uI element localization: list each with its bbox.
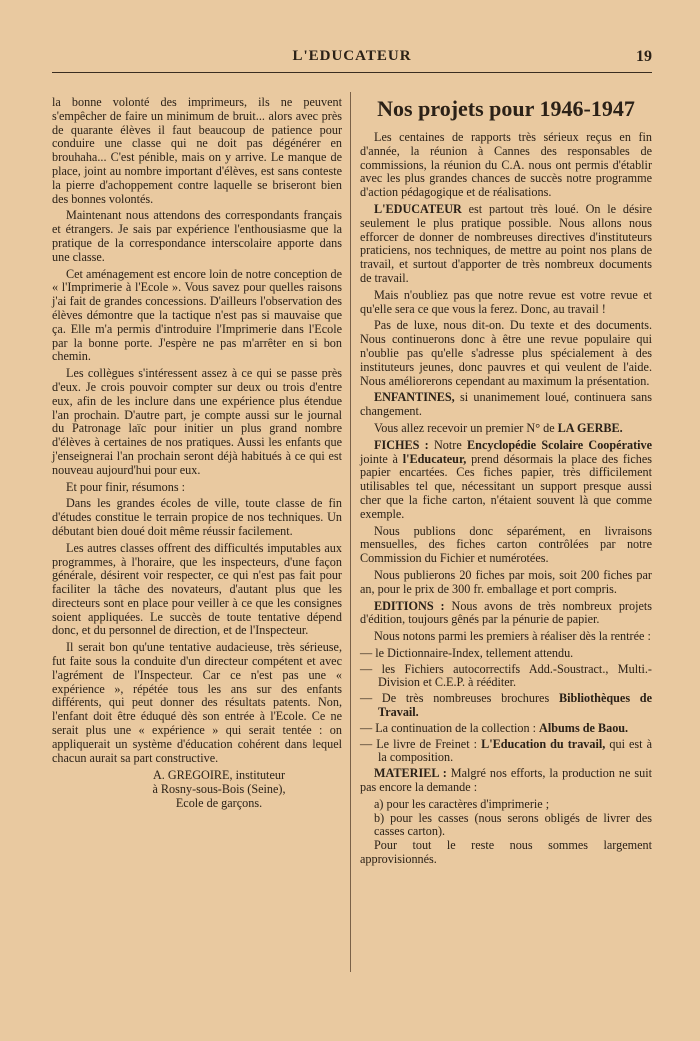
- signature-place: à Rosny-sous-Bois (Seine),: [152, 782, 286, 797]
- bold-term: Albums de Baou.: [539, 720, 629, 735]
- page-header: [52, 48, 652, 73]
- bold-term: LA GERBE.: [557, 420, 623, 435]
- list-item: — Le livre de Freinet : L'Education du travail, qui est à la composition.: [360, 736, 652, 765]
- signature-name: A. GREGOIRE, instituteur: [152, 768, 286, 783]
- paragraph: Les centaines de rapports très sérieux reçus en fin d'année, la réunion à Cannes des responsables de commissions, la réunion du C.A. nous ont permis d'établir avec les plus grandes chances de succès notre programme d'action pédagogique et de réalisations.: [360, 130, 652, 200]
- bold-term: Bibliothèques de Travail.: [378, 691, 652, 720]
- bold-term: FICHES :: [374, 437, 429, 452]
- page-number: 19: [636, 48, 652, 65]
- sub-item: a) pour les caractères d'imprimerie ;: [374, 796, 550, 811]
- paragraph: Mais n'oubliez pas que notre revue est votre revue et qu'elle sera ce que vous la ferez. Donc, au travail !: [360, 287, 652, 316]
- paragraph: ENFANTINES, si unanimement loué, continuera sans changement.: [360, 390, 652, 419]
- signature-school: Ecole de garçons.: [175, 796, 263, 811]
- paragraph: la bonne volonté des imprimeurs, ils ne peuvent s'empêcher de faire un minimum de bruit... alors avec près de quarante élèves il faut beaucoup de patience pour conduire une classe qui ne doit pas dégénérer en brouhaha... C'est pénible, mais on y arrive. Le manque de place, joint au nombre important d'élèves, est sans conteste la pierre d'achoppement contre laquelle se briseront bien des bonnes volontés.: [52, 95, 342, 206]
- paragraph: Maintenant nous attendons des correspondants français et étrangers. Je sais par expérience l'enthousiasme que la pratique de la correspondance interscolaire apporte dans une classe.: [52, 208, 342, 264]
- paragraph: Nous publions donc séparément, en livraisons mensuelles, des fiches carton contrôlées par notre Commission du Fichier et numérotées.: [360, 523, 652, 566]
- column-divider: [350, 92, 351, 972]
- bold-term: l'Educateur,: [402, 451, 467, 466]
- bold-term: L'Education du travail,: [481, 736, 606, 751]
- paragraph: Les autres classes offrent des difficultés imputables aux programmes, à l'horaire, que les inspecteurs, d'une façon générale, désirent voir respecter, ce qui n'est pas fait pour faciliter la tâche des novateurs, d'autant plus que les directeurs sont en place pour veiller à ce que les consignes soient appliquées. Le succès de toute tentative dépend donc, et du personnel de direction, et de l'Inspecteur.: [52, 540, 342, 638]
- bold-term: L'EDUCATEUR: [374, 201, 462, 216]
- left-column: [52, 96, 342, 811]
- paragraph: Nous notons parmi les premiers à réaliser dès la rentrée :: [374, 629, 651, 644]
- list-item: — les Fichiers autocorrectifs Add.-Soustract., Multi.-Division et C.E.P. à rééditer.: [360, 661, 652, 690]
- paragraph: Et pour finir, résumons :: [66, 479, 186, 494]
- list-item: — La continuation de la collection : Albums de Baou.: [360, 720, 629, 735]
- paragraph: FICHES : Notre Encyclopédie Scolaire Coopérative jointe à l'Educateur, prend désormais la place des fiches papier encartées. Ces fiches papier, très difficilement utilisables tel que, nécessitant un support presque aussi cher que la fiche carton, n'étaient souvent là que comme exemple.: [360, 437, 653, 521]
- paragraph: Les collègues s'intéressent assez à ce qui se passe près d'eux. Je crois pouvoir compter sur deux ou trois d'entre eux, afin de les inclure dans une expérience plus étendue l'an prochain. D'autre part, je compte aussi sur le journal du Patronage laïc pour initier un plus grand nombre d'élèves à certaines de nos pratiques. Aussi les enfants que j'enseignerai l'an prochain seront déjà habitués à ce qui est nouveau aujourd'hui pour eux.: [52, 366, 342, 477]
- paragraph: EDITIONS : Nous avons de très nombreux projets d'édition, toujours gênés par la pénurie de papier.: [360, 598, 652, 627]
- bold-term: EDITIONS :: [374, 598, 445, 613]
- paragraph: MATERIEL : Malgré nos efforts, la production ne suit pas encore la demande :: [360, 766, 652, 795]
- paragraph: Il serait bon qu'une tentative audacieuse, très sérieuse, fut faite sous la conduite d'un directeur compétent et avec l'agrément de l'Inspecteur. Car ce n'est pas une « expérience », répétée tous les ans sur des enfants différents, qui peut donner des résultats patents. Non, l'enfant doit être éduqué dès son entrée à l'Ecole. Ce ne serait plus une « expérience » qui serait tentée : on appliquerait un système d'éducation cohérent dans lequel chacun aurait sa part constructive.: [52, 640, 342, 765]
- paragraph: Dans les grandes écoles de ville, toute classe de fin d'études constitue le terrain propice de nos techniques. Un débutant bien doué doit même réussir facilement.: [52, 496, 342, 538]
- sub-item: b) pour les casses (nous serons obligés de livrer des casses carton).: [374, 810, 652, 839]
- running-title: L'EDUCATEUR: [292, 48, 412, 64]
- list-item: — De très nombreuses brochures Bibliothèques de Travail.: [360, 691, 652, 720]
- signature: [52, 769, 342, 810]
- paragraph: Pour tout le reste nous sommes largement approvisionnés.: [360, 838, 652, 867]
- paragraph: Nous publierons 20 fiches par mois, soit 200 fiches par an, pour le prix de 300 fr. emballage et port compris.: [360, 567, 652, 596]
- paragraph: Cet aménagement est encore loin de notre conception de « l'Imprimerie à l'Ecole ». Vous savez pour quelles raisons j'ai fait de grandes concessions. D'ailleurs l'observation des élèves démontre que la tactique n'est pas si mauvaise que ça. Elle m'a permis d'introduire l'Imprimerie dans l'Ecole par la bonne porte. J'espère ne pas m'arrêter en si bon chemin.: [52, 266, 342, 364]
- list-item: — le Dictionnaire-Index, tellement attendu.: [360, 645, 574, 660]
- paragraph: L'EDUCATEUR est partout très loué. On le désire seulement le plus pratique possible. Nous allons nous efforcer de donner de nombreuses directives d'instituteurs praticiens, nos techniques, de mettre au point nos plans de travail, et surtout d'apporter de très nombreux documents de travail.: [360, 201, 652, 285]
- bold-term: MATERIEL :: [374, 766, 447, 781]
- paragraph: Pas de luxe, nous dit-on. Du texte et des documents. Nous continuerons donc à être une revue populaire qui n'oublie pas qu'elle s'adresse plus spécialement à des instituteurs jeunes, donc pauvres et qui veulent de l'aide. Nous améliorerons cependant au maximum la présentation.: [360, 318, 652, 388]
- paragraph: Vous allez recevoir un premier N° de LA GERBE.: [374, 420, 623, 435]
- bold-term: ENFANTINES,: [374, 390, 455, 405]
- bold-term: Encyclopédie Scolaire Coopérative: [467, 437, 653, 452]
- article-title: Nos projets pour 1946-1947: [377, 96, 635, 121]
- right-column: [360, 96, 652, 870]
